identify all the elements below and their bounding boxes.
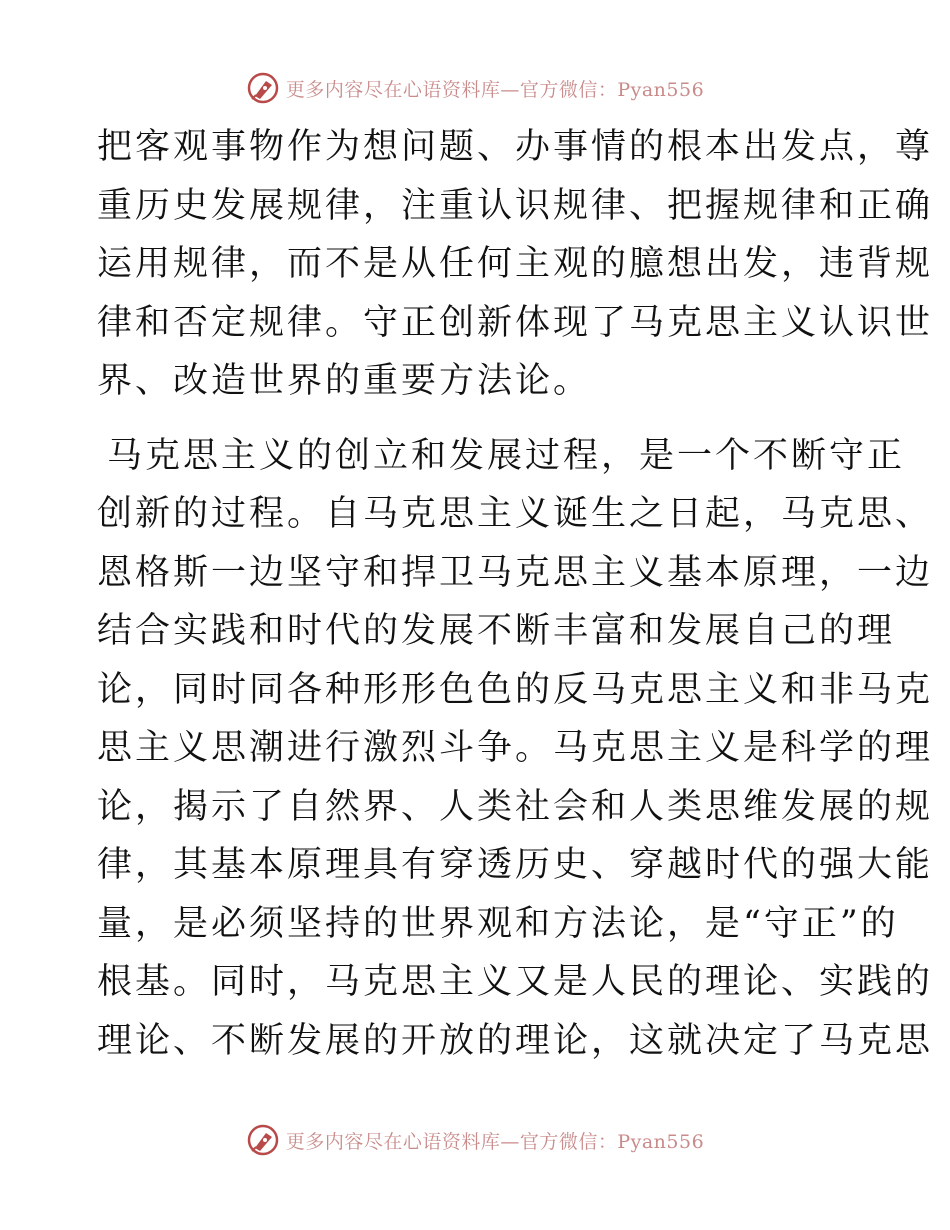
text-line: 论，揭示了自然界、人类社会和人类思维发展的规 [97, 786, 934, 827]
text-line: 根基。同时，马克思主义又是人民的理论、实践的 [97, 962, 934, 1002]
text-line: 创新的过程。自马克思主义诞生之日起，马克思、 [97, 494, 934, 534]
document-body [97, 118, 934, 1070]
text-line: 把客观事物作为想问题、办事情的根本出发点，尊 [97, 127, 934, 167]
text-line: 结合实践和时代的发展不断丰富和发展自己的理 [97, 611, 896, 651]
banner-text: 更多内容尽在心语资料库—官方微信：Pyan556 [285, 78, 705, 101]
text-line: 运用规律，而不是从任何主观的臆想出发，违背规 [97, 244, 934, 284]
banner-text: 更多内容尽在心语资料库—官方微信：Pyan556 [285, 1130, 705, 1153]
text-line: 重历史发展规律，注重认识规律、把握规律和正确 [97, 185, 934, 226]
text-line: 律，其基本原理具有穿透历史、穿越时代的强大能 [97, 845, 934, 885]
text-line: 论，同时同各种形形色色的反马克思主义和非马克 [97, 669, 934, 710]
text-line: 理论、不断发展的开放的理论，这就决定了马克思 [97, 1020, 934, 1061]
text-line: 思主义思潮进行激烈斗争。马克思主义是科学的理 [97, 728, 934, 768]
text-line: 马克思主义的创立和发展过程，是一个不断守正 [107, 435, 906, 476]
text-line: 律和否定规律。守正创新体现了马克思主义认识世 [97, 302, 934, 343]
text-line: 恩格斯一边坚守和捍卫马克思主义基本原理，一边 [97, 552, 934, 593]
pen-nib-logo-icon [246, 1123, 280, 1157]
paragraph-2 [97, 427, 934, 1071]
text-line: 界、改造世界的重要方法论。 [97, 361, 592, 401]
header-banner [0, 68, 950, 108]
paragraph-1 [97, 118, 934, 411]
footer-banner [0, 1120, 950, 1160]
text-line: 量，是必须坚持的世界观和方法论，是“守正”的 [97, 903, 899, 944]
pen-nib-logo-icon [246, 71, 280, 105]
